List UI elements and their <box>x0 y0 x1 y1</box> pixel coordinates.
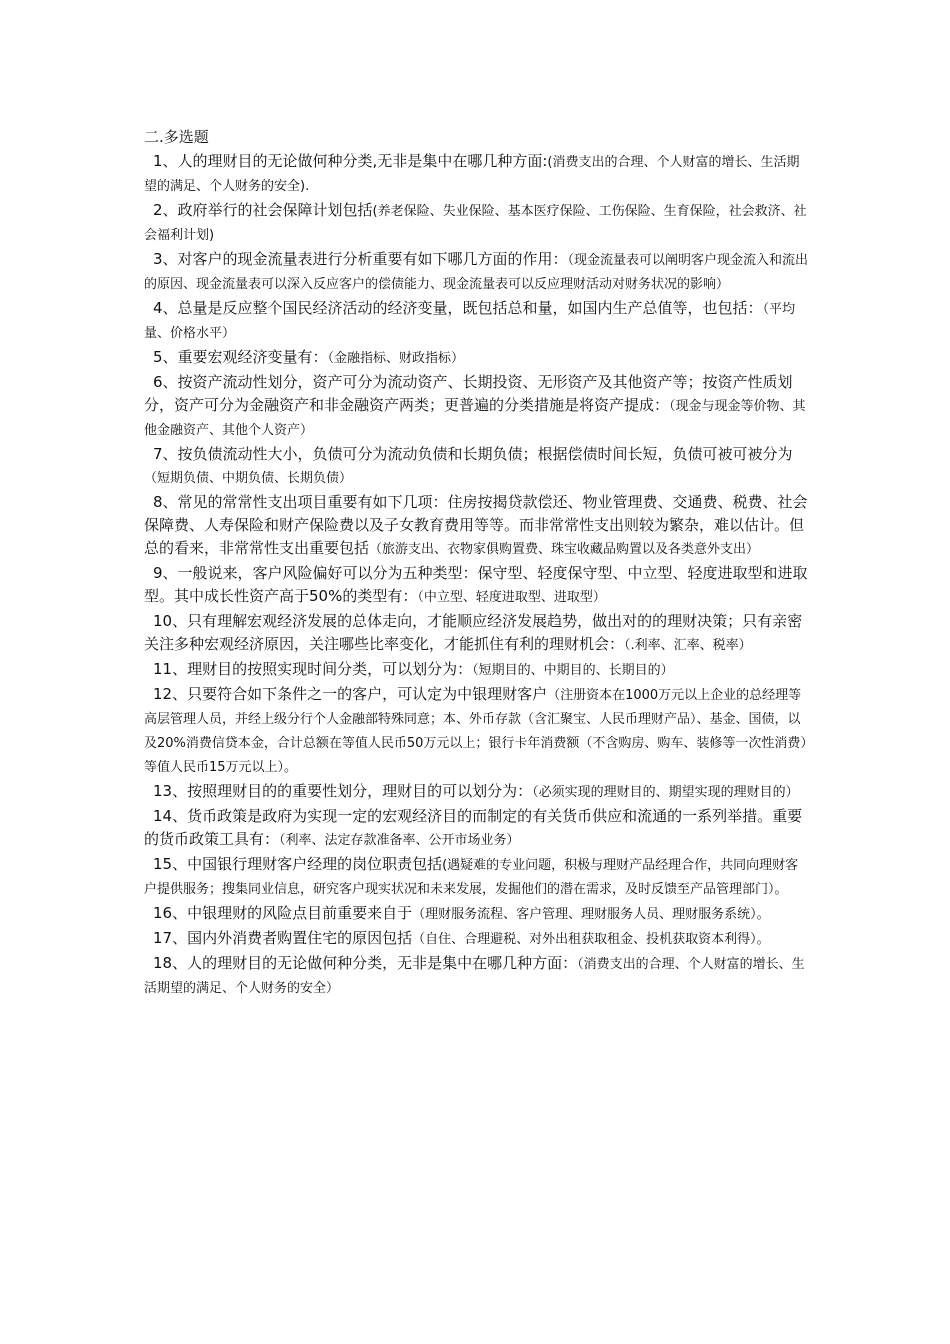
answer-text: （利率、法定存款准备率、公开市场业务） <box>279 833 520 848</box>
answer-text: （理财服务流程、客户管理、理财服务人员、理财服务系统）。 <box>412 907 770 922</box>
question-text: 10、只有理解宏观经济发展的总体走向，才能顺应经济发展趋势，做出对的的理财决策；只有亲密关注多种宏观经济原因，关注哪些比率变化，才能抓住有利的理财机会： <box>144 612 803 653</box>
question-text: 18、人的理财目的无论做何种分类，无非是集中在哪几种方面： <box>153 954 578 972</box>
answer-text: （注册资本在1000万元以上企业的总经理等高层管理人员，并经上级分行个人金融部特殊同意；本、外币存款（含汇聚宝、人民币理财产品）、基金、国债，以及20%消费信贷本金，合计总额在等值人民币50万元以上；银行卡年消费额（不含购房、购车、装修等一次性消费）等值人民币15万元以上）。 <box>144 688 807 775</box>
answer-text: （消费支出的合理、个人财富的增长、生活期望的满足、个人财务的安全） <box>144 957 805 996</box>
question-4 <box>144 297 810 345</box>
question-17 <box>144 927 810 951</box>
question-18 <box>144 952 810 1000</box>
question-text: 12、只要符合如下条件之一的客户，可认定为中银理财客户 <box>153 685 548 703</box>
question-3 <box>144 248 810 296</box>
answer-text: (消费支出的合理、个人财富的增长、生活期望的满足、个人财务的安全). <box>144 155 800 194</box>
section-title: 二.多选题 <box>144 128 209 146</box>
question-text: 13、按照理财目的的重要性划分，理财目的可以划分为： <box>153 782 533 800</box>
answer-text: （旅游支出、衣物家俱购置费、珠宝收藏品购置以及各类意外支出） <box>369 542 760 557</box>
answer-text: （现金与现金等价物、其他金融资产、其他个人资产） <box>144 399 806 438</box>
answer-text: （中立型、轻度进取型、进取型） <box>417 590 606 605</box>
question-1 <box>144 150 810 198</box>
question-text: 6、按资产流动性划分，资产可分为流动资产、长期投资、无形资产及其他资产等；按资产性质划分，资产可分为金融资产和非金融资产两类；更普遍的分类措施是将资产提成： <box>144 373 793 414</box>
question-text: 17、国内外消费者购置住宅的原因包括 <box>153 929 413 947</box>
question-text: 5、重要宏观经济变量有： <box>153 348 328 366</box>
question-14 <box>144 805 810 852</box>
question-9 <box>144 562 810 609</box>
answer-text: （金融指标、财政指标） <box>327 351 465 366</box>
question-text: 2、政府举行的社会保障计划包括 <box>153 201 373 219</box>
question-text: 16、中银理财的风险点目前重要来自于 <box>153 904 413 922</box>
question-8 <box>144 491 810 561</box>
document-page <box>144 126 810 1001</box>
question-13 <box>144 780 810 804</box>
question-text: 11、理财目的按照实现时间分类，可以划分为： <box>153 660 473 678</box>
answer-text: （平均量、价格水平） <box>144 302 796 341</box>
question-11 <box>144 658 810 682</box>
answer-text: （现金流量表可以阐明客户现金流入和流出的原因、现金流量表可以深入反应客户的偿债能力、现金流量表可以反应理财活动对财务状况的影响） <box>144 253 809 292</box>
question-16 <box>144 902 810 926</box>
question-text: 9、一般说来，客户风险偏好可以分为五种类型：保守型、轻度保守型、中立型、轻度进取型和进取型。其中成长性资产高于50%的类型有： <box>144 564 808 605</box>
question-15 <box>144 853 810 901</box>
question-10 <box>144 610 810 657</box>
question-6 <box>144 371 810 442</box>
answer-text: （必须实现的理财目的、期望实现的理财目的） <box>532 785 799 800</box>
question-text: 3、对客户的现金流量表进行分析重要有如下哪几方面的作用： <box>153 250 568 268</box>
question-7 <box>144 443 810 490</box>
question-text: 4、总量是反应整个国民经济活动的经济变量，既包括总和量，如国内生产总值等，也包括： <box>153 299 763 317</box>
answer-text: （.利率、汇率、税率） <box>624 638 752 653</box>
question-text: 8、常见的常常性支出项目重要有如下几项：住房按揭贷款偿还、物业管理费、交通费、税费、社会保障费、人寿保险和财产保险费以及子女教育费用等等。而非常常性支出则较为繁杂，难以估计。但总的看来，非常常性支出重要包括 <box>144 493 808 557</box>
question-text: 14、货币政策是政府为实现一定的宏观经济目的而制定的有关货币供应和流通的一系列举措。重要的货币政策工具有： <box>144 807 803 848</box>
answer-text: (养老保险、失业保险、基本医疗保险、工伤保险、生育保险，社会救济、社会福利计划) <box>144 204 807 243</box>
answer-text: （短期目的、中期目的、长期目的） <box>472 663 674 678</box>
question-5 <box>144 346 810 370</box>
question-2 <box>144 199 810 247</box>
answer-text: （短期负债、中期负债、长期负债） <box>144 471 353 486</box>
answer-text: （自住、合理避税、对外出租获取租金、投机获取资本利得）。 <box>412 932 770 947</box>
question-text: 15、中国银行理财客户经理的岗位职责包括 <box>153 855 443 873</box>
question-text: 7、按负债流动性大小，负债可分为流动负债和长期负债；根据偿债时间长短，负债可被可被分为 <box>153 445 793 463</box>
question-text: 1、人的理财目的无论做何种分类,无非是集中在哪几种方面: <box>153 152 548 170</box>
answer-text: (遇疑难的专业问题，积极与理财产品经理合作，共同向理财客户提供服务；搜集同业信息，研究客户现实状况和未来发展，发掘他们的潜在需求，及时反馈至产品管理部门）。 <box>144 858 799 897</box>
question-12 <box>144 683 810 779</box>
